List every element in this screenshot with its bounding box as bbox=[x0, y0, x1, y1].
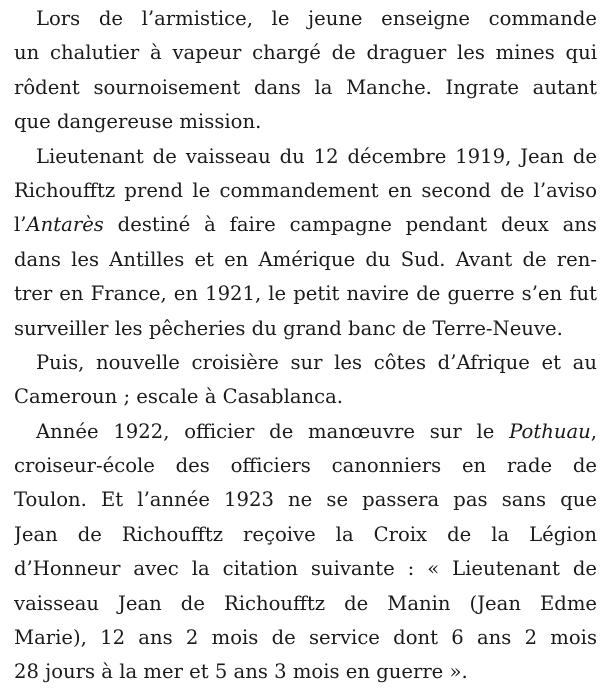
text-segment: rôdent sournoisement dans la Manche. Ingrate autant bbox=[14, 75, 597, 99]
text-segment: , bbox=[590, 419, 597, 443]
text-segment: Puis, nouvelle croisière sur les côtes d’Afrique et au bbox=[36, 350, 597, 374]
text-line bbox=[14, 587, 597, 621]
text-segment: vaisseau Jean de Richoufftz de Manin (Jean Edme bbox=[14, 591, 597, 615]
text-segment: 28 jours à la mer et 5 ans 3 mois en guerre ». bbox=[14, 660, 468, 684]
text-segment: Toulon. Et l’année 1923 ne se passera pas sans que bbox=[14, 488, 597, 512]
text-line bbox=[14, 621, 597, 655]
paragraph bbox=[14, 140, 597, 346]
text-segment: Lors de l’armistice, le jeune enseigne commande bbox=[36, 7, 597, 30]
text-segment: un chalutier à vapeur chargé de draguer les mines qui bbox=[14, 41, 597, 65]
text-line bbox=[14, 552, 597, 586]
paragraph bbox=[14, 2, 597, 140]
text-line bbox=[14, 518, 597, 552]
text-segment: dans les Antilles et en Amérique du Sud. Avant de ren- bbox=[14, 247, 597, 271]
text-line bbox=[14, 346, 597, 380]
text-segment: d’Honneur avec la citation suivante : « Lieutenant de bbox=[14, 557, 597, 581]
text-segment: surveiller les pêcheries du grand banc de Terre-Neuve. bbox=[14, 316, 563, 340]
text-line bbox=[14, 36, 597, 70]
text-line bbox=[14, 312, 597, 346]
italic-text: Antarès bbox=[26, 213, 104, 237]
text-line bbox=[14, 415, 597, 449]
text-line bbox=[14, 174, 597, 208]
paragraph bbox=[14, 346, 597, 415]
text-line bbox=[14, 208, 597, 242]
text-segment: Marie), 12 ans 2 mois de service dont 6 ans 2 mois bbox=[14, 626, 597, 650]
text-segment: Lieutenant de vaisseau du 12 décembre 1919, Jean de bbox=[36, 144, 597, 168]
text-segment: que dangereuse mission. bbox=[14, 110, 262, 134]
text-line bbox=[14, 105, 597, 139]
text-segment: destiné à faire campagne pendant deux ans bbox=[103, 213, 597, 237]
text-segment: trer en France, en 1921, le petit navire de guerre s’en fut bbox=[14, 282, 597, 306]
text-line bbox=[14, 277, 597, 311]
italic-text: Pothuau bbox=[509, 419, 591, 443]
text-segment: Richoufftz prend le commandement en second de l’aviso bbox=[14, 178, 597, 202]
text-segment: Cameroun ; escale à Casablanca. bbox=[14, 385, 344, 409]
document-page bbox=[14, 2, 597, 690]
text-segment: l’ bbox=[14, 213, 27, 237]
text-segment: Jean de Richoufftz reçoive la Croix de la Légion bbox=[14, 522, 597, 546]
text-line bbox=[14, 140, 597, 174]
text-line bbox=[14, 2, 597, 36]
text-line bbox=[14, 71, 597, 105]
text-line bbox=[14, 449, 597, 483]
document-body bbox=[14, 2, 597, 690]
text-line bbox=[14, 380, 597, 414]
text-segment: Année 1922, officier de manœuvre sur le bbox=[36, 419, 510, 443]
text-line bbox=[14, 483, 597, 517]
text-line bbox=[14, 243, 597, 277]
text-line bbox=[14, 655, 597, 689]
text-segment: croiseur-école des officiers canonniers en rade de bbox=[14, 454, 597, 478]
paragraph bbox=[14, 415, 597, 690]
